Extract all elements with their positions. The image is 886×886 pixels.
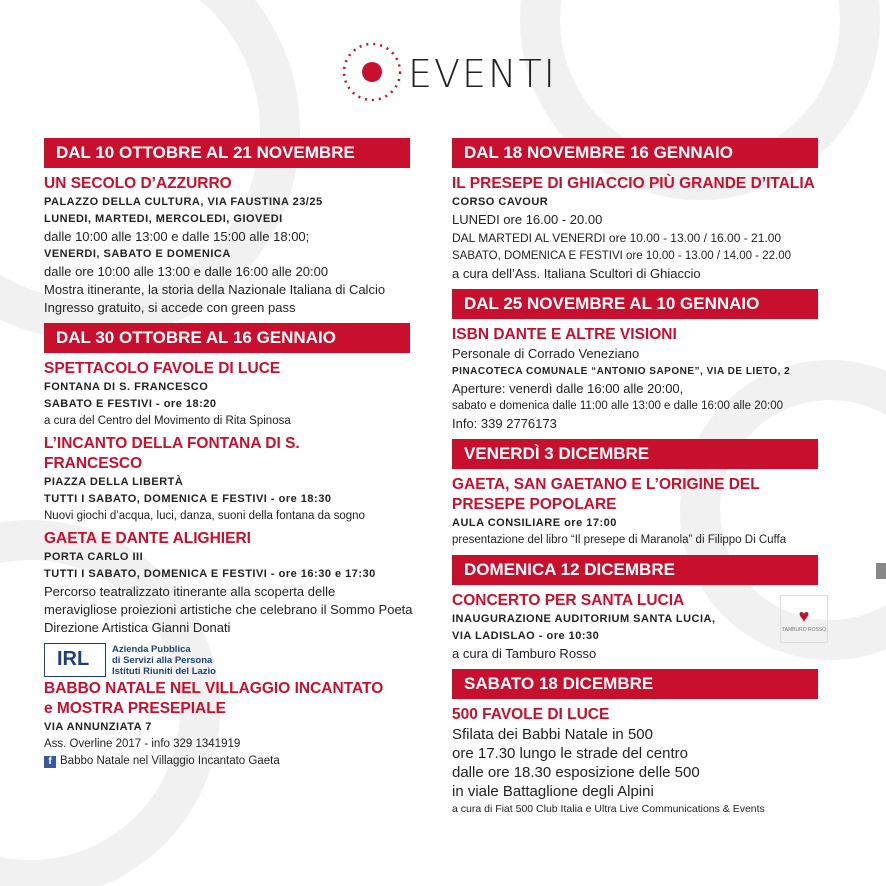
event-title: CONCERTO PER SANTA LUCIA xyxy=(452,592,685,609)
event-hours: SABATO, DOMENICA E FESTIVI ore 10.00 - 13.00 / 14.00 - 22.00 xyxy=(452,250,791,262)
event-title: IL PRESEPE DI GHIACCIO PIÙ GRANDE D’ITALIA xyxy=(452,175,815,192)
event-hours: LUNEDI ore 16.00 - 20.00 xyxy=(452,212,603,227)
event-organizer: a cura del Centro del Movimento di Rita Spinosa xyxy=(44,415,291,427)
event-location: FONTANA DI S. FRANCESCO xyxy=(44,381,209,393)
event-group xyxy=(44,323,424,770)
event-location: PORTA CARLO III xyxy=(44,551,144,563)
date-banner: SABATO 18 DICEMBRE xyxy=(452,669,818,699)
event-organizer: a cura di Tamburo Rosso xyxy=(452,646,597,661)
date-banner: DAL 30 OTTOBRE AL 16 GENNAIO xyxy=(44,323,410,353)
event-description: Percorso teatralizzato itinerante alla scoperta delle xyxy=(44,584,336,599)
event-title: BABBO NATALE NEL VILLAGGIO INCANTATO xyxy=(44,680,384,697)
event-group xyxy=(452,138,832,283)
event-organizer: a cura dell’Ass. Italiana Scultori di Ghiaccio xyxy=(452,266,701,281)
heart-icon: ♥ xyxy=(798,605,810,626)
event-title: GAETA E DANTE ALIGHIERI xyxy=(44,530,251,547)
event-description: Sfilata dei Babbi Natale in 500 xyxy=(452,726,653,743)
event-artist: Personale di Corrado Veneziano xyxy=(452,346,640,361)
event-group xyxy=(452,669,832,818)
dotted-circle-logo-icon xyxy=(340,40,404,104)
event-hours: dalle 10:00 alle 13:00 e dalle 15:00 alle 18:00; xyxy=(44,229,310,244)
right-column xyxy=(452,138,832,824)
date-banner: VENERDÌ 3 DICEMBRE xyxy=(452,439,818,469)
facebook-link[interactable] xyxy=(44,753,424,770)
event-location: VIA ANNUNZIATA 7 xyxy=(44,721,152,733)
event-title: SPETTACOLO FAVOLE DI LUCE xyxy=(44,360,281,377)
event-days: LUNEDI, MARTEDI, MERCOLEDI, GIOVEDI xyxy=(44,213,283,225)
irl-sponsor xyxy=(44,643,424,677)
event-schedule: TUTTI I SABATO, DOMENICA E FESTIVI - ore 16:30 e 17:30 xyxy=(44,568,376,580)
event-location: INAUGURAZIONE AUDITORIUM SANTA LUCIA, xyxy=(452,613,716,625)
event-group xyxy=(452,555,832,663)
event-group xyxy=(452,289,832,433)
event-group xyxy=(44,138,424,317)
event-schedule: SABATO E FESTIVI - ore 18:20 xyxy=(44,398,217,410)
irl-logo: IRL xyxy=(44,643,106,677)
scrollbar-tab[interactable] xyxy=(876,563,886,579)
event-description: Nuovi giochi d’acqua, luci, danza, suoni della fontana da sogno xyxy=(44,510,365,522)
event-location: PALAZZO DELLA CULTURA, VIA FAUSTINA 23/25 xyxy=(44,196,323,208)
event-title: 500 FAVOLE DI LUCE xyxy=(452,706,610,723)
event-title: UN SECOLO D’AZZURRO xyxy=(44,175,232,192)
event-hours: sabato e domenica dalle 11:00 alle 13:00 e dalle 16:00 alle 20:00 xyxy=(452,400,783,412)
event-location: CORSO CAVOUR xyxy=(452,196,549,208)
event-description: dalle ore 18.30 esposizione delle 500 xyxy=(452,764,700,781)
event-schedule: VIA LADISLAO - ore 10:30 xyxy=(452,630,600,642)
date-banner: DAL 25 NOVEMBRE AL 10 GENNAIO xyxy=(452,289,818,319)
event-hours: Aperture: venerdì dalle 16:00 alle 20:00, xyxy=(452,381,684,396)
event-hours: dalle ore 10:00 alle 13:00 e dalle 16:00 alle 20:00 xyxy=(44,264,329,279)
header xyxy=(0,40,886,110)
event-description: Mostra itinerante, la storia della Nazionale Italiana di Calcio xyxy=(44,282,386,297)
date-banner: DAL 10 OTTOBRE AL 21 NOVEMBRE xyxy=(44,138,410,168)
tamburo-rosso-logo: ♥ TAMBURO ROSSO xyxy=(780,595,828,643)
event-subtitle: e MOSTRA PRESEPIALE xyxy=(44,700,227,717)
event-description: in viale Battaglione degli Alpini xyxy=(452,783,654,800)
event-days: VENERDI, SABATO E DOMENICA xyxy=(44,248,231,260)
event-location: PINACOTECA COMUNALE “ANTONIO SAPONE”, VIA DE LIETO, 2 xyxy=(452,366,791,377)
page-title: EVENTI xyxy=(408,52,557,96)
event-info: Ass. Overline 2017 - info 329 1341919 xyxy=(44,738,241,750)
facebook-icon: f xyxy=(44,756,56,768)
event-title: GAETA, SAN GAETANO E L’ORIGINE DEL PRESEPE POPOLARE xyxy=(452,476,760,513)
event-description: presentazione del libro “Il presepe di Maranola” di Filippo Di Cuffa xyxy=(452,534,787,546)
event-description: ore 17.30 lungo le strade del centro xyxy=(452,745,688,762)
irl-description: Azienda Pubblica di Servizi alla Persona Istituti Riuniti del Lazio xyxy=(112,643,216,677)
date-banner: DOMENICA 12 DICEMBRE xyxy=(452,555,818,585)
event-organizer: a cura di Fiat 500 Club Italia e Ultra Live Communications & Events xyxy=(452,803,765,815)
event-title: L’INCANTO DELLA FONTANA DI S. FRANCESCO xyxy=(44,435,300,472)
event-credit: Direzione Artistica Gianni Donati xyxy=(44,620,231,635)
event-group xyxy=(452,439,832,549)
event-info: Info: 339 2776173 xyxy=(452,416,557,431)
event-note: Ingresso gratuito, si accede con green pass xyxy=(44,300,296,315)
event-location: AULA CONSILIARE ore 17:00 xyxy=(452,517,617,529)
event-hours: DAL MARTEDI AL VENERDI ore 10.00 - 13.00 / 16.00 - 21.00 xyxy=(452,231,782,245)
event-description: meravigliose proiezioni artistiche che celebrano il Sommo Poeta xyxy=(44,602,413,617)
date-banner: DAL 18 NOVEMBRE 16 GENNAIO xyxy=(452,138,818,168)
event-title: ISBN DANTE E ALTRE VISIONI xyxy=(452,326,677,343)
event-schedule: TUTTI I SABATO, DOMENICA E FESTIVI - ore 18:30 xyxy=(44,493,332,505)
event-location: PIAZZA DELLA LIBERTÀ xyxy=(44,476,184,488)
left-column xyxy=(44,138,424,776)
facebook-page-name: Babbo Natale nel Villaggio Incantato Gaeta xyxy=(60,755,280,767)
